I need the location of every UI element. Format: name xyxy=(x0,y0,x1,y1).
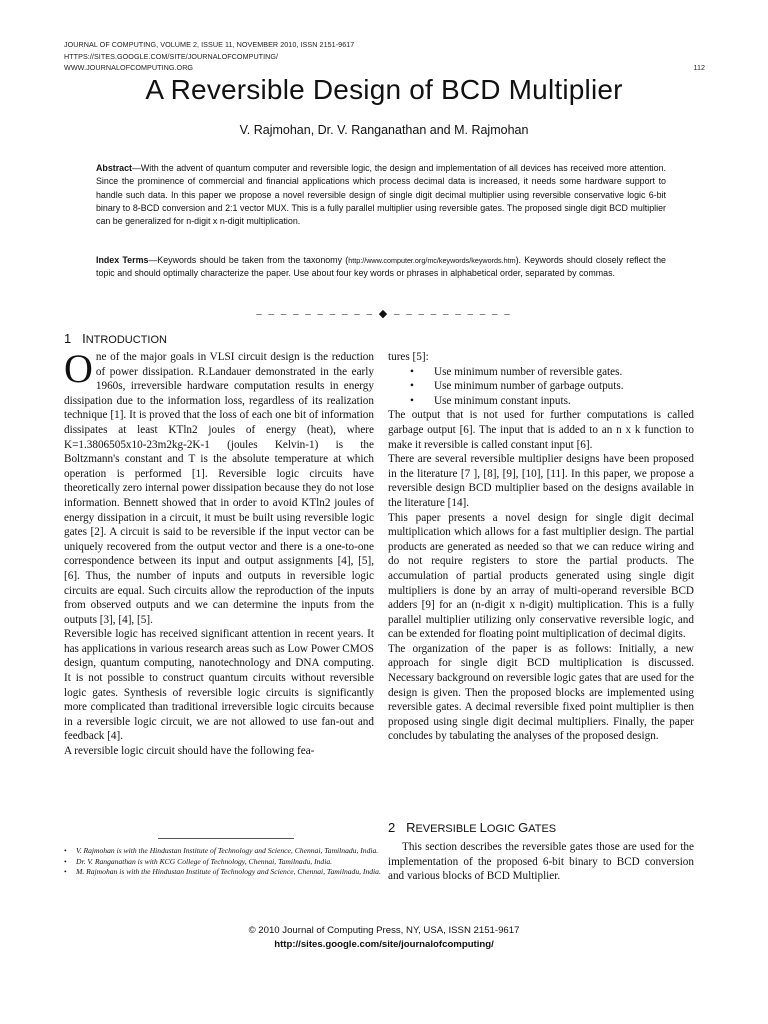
intro-paragraph-7: The organization of the paper is as follows: Initially, a new approach for single digit BCD multiplication is discussed. Necessary background on reversible logic gates that are used for the design is given. Then the proposed blocks are implemented using reversible gates. A decimal reversible fixed point multiplier is then proposed using single digit decimal multipliers. Finally, the paper concludes by tabulating the analyses of the proposed design. xyxy=(388,642,694,743)
section-divider: – – – – – – – – – – ◆ – – – – – – – – – – xyxy=(256,308,512,320)
abstract-text: —With the advent of quantum computer and reversible logic, the design and implementation of all devices has received more attention. Since the prominence of commercial and financial applications which process decimal data is increased, it needs some hardware support to handle such data. In this paper we propose a novel reversible design of single digit decimal multiplier using reversible conservative logic 6-bit binary to 8-BCD conversion and 2:1 vector MUX. This is a fully parallel multiplier using reversible gates. The proposed single digit BCD multiplier can be generalized for n-digit x n-digit multiplication. xyxy=(96,163,666,227)
list-item: • Use minimum number of reversible gates. xyxy=(404,365,694,380)
list-item: • Use minimum number of garbage outputs. xyxy=(404,379,694,394)
abstract-label: Abstract xyxy=(96,163,133,173)
intro-paragraph-3-start: A reversible logic circuit should have the following fea- xyxy=(64,745,315,758)
author-footnotes xyxy=(64,846,382,878)
feature-list xyxy=(388,365,694,409)
journal-url-2[interactable]: WWW.JOURNALOFCOMPUTING.ORG xyxy=(64,63,194,72)
section-2-number: 2 xyxy=(388,820,396,835)
section-2-title-l-rest: OGIC xyxy=(486,823,519,835)
intro-paragraph-6: This paper presents a novel design for single digit decimal multiplication which allows for a fast multiplier design. The partial products are generated as needed so that we can reduce wiring and do not require registers to store the partial products. The accumulation of partial products generated using single digit multipliers is done by an array of multi-operand reversible BCD adders [9] for an (n-digit x n-digit) multiplication. This is a fully parallel multiplier utilizing only conservative reversible logic, and can be extended for floating point multiplication of decimal digits. xyxy=(388,511,694,641)
intro-paragraph-5: There are several reversible multiplier designs have been proposed in the literature [7 ], [8], [9], [10], [11]. In this paper, we propose a reversible design BCD multiplier based on the designs available in the literature [14]. xyxy=(388,453,694,509)
section-2-heading xyxy=(388,820,556,835)
authors: V. Rajmohan, Dr. V. Ranganathan and M. Rajmohan xyxy=(239,123,529,137)
journal-header: JOURNAL OF COMPUTING, VOLUME 2, ISSUE 11, NOVEMBER 2010, ISSN 2151-9617 xyxy=(64,40,355,49)
intro-paragraph-3-end: tures [5]: xyxy=(388,351,429,363)
right-column xyxy=(388,350,694,744)
section-2-body xyxy=(388,840,694,884)
index-terms-label: Index Terms xyxy=(96,255,149,265)
intro-paragraph-4: The output that is not used for further computations is called garbage output [6]. The input that is added to an n x k function to make it reversible is called constant input [6]. xyxy=(388,409,694,451)
taxonomy-link[interactable]: http://www.computer.org/mc/keywords/keywords.htm xyxy=(348,256,516,265)
left-column xyxy=(64,346,374,759)
copyright-footer: © 2010 Journal of Computing Press, NY, USA, ISSN 2151-9617 xyxy=(248,925,520,936)
page-number: 112 xyxy=(693,63,705,72)
intro-paragraph-1: ne of the major goals in VLSI circuit design is the reduction of power dissipation. R.Landauer demonstrated in the early 1960s, irreversible hardware computation results in energy dissipation due to the information loss, regardless of its realization technique [1]. It is proved that the loss of each one bit of information dissipates at least KTln2 joules of energy (heat), where K=1.3806505x10-23m2kg-2K-1 (joules Kelvin-1) is the Boltzmann's constant and T is the absolute temperature at which operation is performed [1]. Reversible logic circuits have theoretically zero internal power dissipation because they do not lose information. Bennett showed that in order to avoid KTln2 joules of energy dissipation in a circuit, it must be built using reversible logic gates [2]. A circuit is said to be reversible if the input vector can be uniquely recovered from the output vector and there is a one-to-one correspondence between its input and output assignments [4], [5], [6]. Thus, the number of inputs and outputs in reversible logic circuits are equal. Such circuits allow the reproduction of the inputs from observed outputs and we can determine the inputs from the outputs [3], [4], [5]. xyxy=(64,351,374,626)
footer-url[interactable]: http://sites.google.com/site/journalofcomputing/ xyxy=(274,939,494,950)
journal-url-1[interactable]: HTTPS://SITES.GOOGLE.COM/SITE/JOURNALOFCOMPUTING/ xyxy=(64,52,279,61)
footnote-separator xyxy=(158,838,294,839)
section-2-title-l: L xyxy=(479,820,487,835)
footnote-item: • M. Rajmohan is with the Hindustan Institute of Technology and Science, Chennai, Tamilnadu, India. xyxy=(64,867,382,878)
section-2-title-r-rest: EVERSIBLE xyxy=(415,823,480,835)
abstract xyxy=(96,162,666,228)
footnote-item: • V. Rajmohan is with the Hindustan Institute of Technology and Science, Chennai, Tamilnadu, India. xyxy=(64,846,382,857)
section-2-title-g-rest: ATES xyxy=(528,823,557,835)
section-1-number: 1 xyxy=(64,331,72,346)
section-1-title-rest: NTRODUCTION xyxy=(85,334,167,346)
index-terms-text-a: —Keywords should be taken from the taxonomy ( xyxy=(148,255,349,265)
index-terms xyxy=(96,254,666,281)
intro-paragraph-2: Reversible logic has received significant attention in recent years. It has applications in various research areas such as Low Power CMOS design, quantum computing, nanotechnology and DNA computing. It is not possible to construct quantum circuits without reversible logic gates. Synthesis of reversible logic circuits is significantly more complicated than traditional irreversible logic circuits because in a reversible logic circuit, we are not allowed to use fan-out and feedback [4]. xyxy=(64,628,374,743)
paper-title: A Reversible Design of BCD Multiplier xyxy=(145,74,623,105)
dropcap: O xyxy=(64,346,93,391)
list-item: • Use minimum constant inputs. xyxy=(404,394,694,409)
footnote-item: • Dr. V. Ranganathan is with KCG College of Technology, Chennai, Tamilnadu, India. xyxy=(64,857,382,868)
section-2-title-r: R xyxy=(406,820,416,835)
section-2-title-g: G xyxy=(518,820,529,835)
section-1-title-first: I xyxy=(82,331,86,346)
section-1-heading xyxy=(64,331,167,346)
index-terms-text-b: ). Keywords should closely reflect the topic and should optimally characterize the paper. Use about four key words or phrases in alphabetical order, separated by commas. xyxy=(96,255,666,279)
section-2-paragraph-1: This section describes the reversible gates those are used for the implementation of the proposed 6-bit binary to BCD conversion and various blocks of BCD Multiplier. xyxy=(388,841,694,883)
